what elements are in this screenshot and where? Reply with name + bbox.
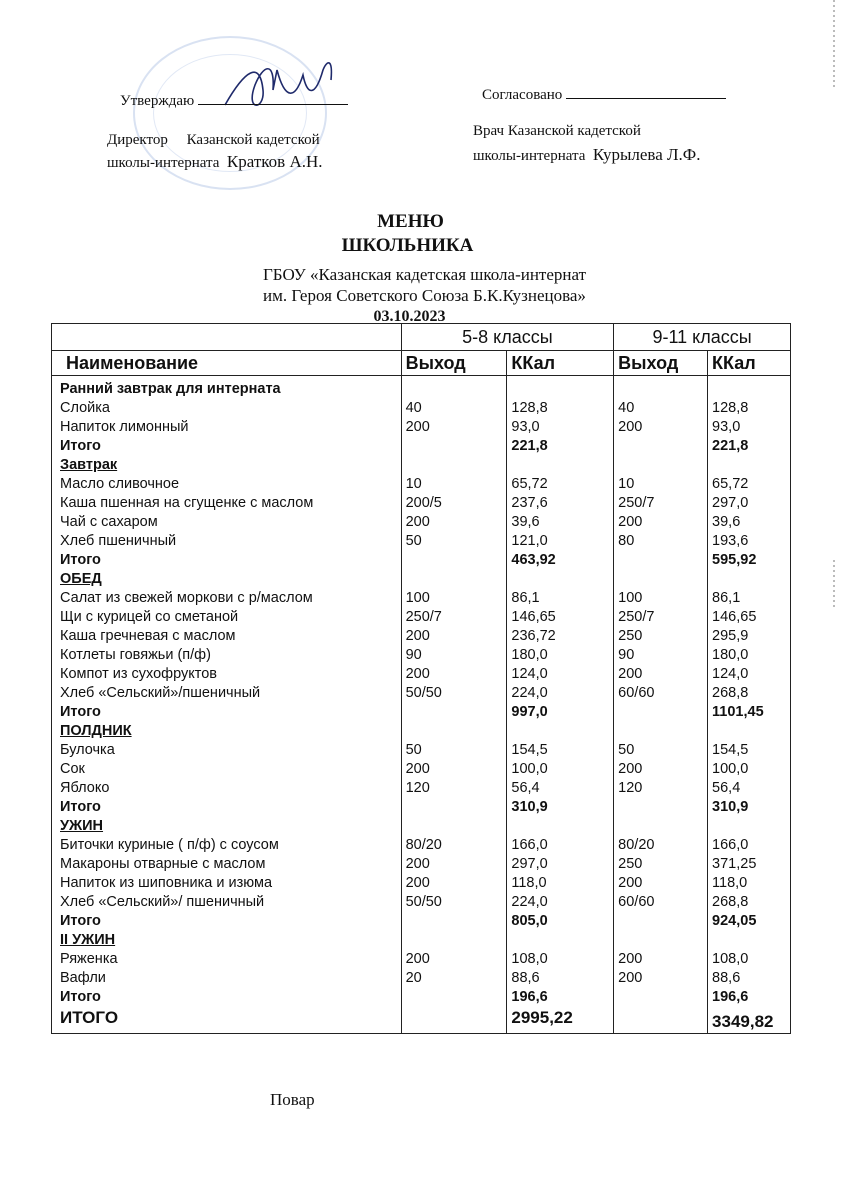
col-kcal-9-11: ККал [708, 351, 791, 376]
value-cell: 237,6 [511, 495, 548, 511]
value-cell: 120 [405, 780, 430, 796]
value-cell [406, 988, 507, 1007]
value-cell: 118,0 [511, 875, 547, 891]
dish-name: II УЖИН [60, 932, 116, 948]
value-cell [511, 380, 613, 399]
value-cell: 56,4 [712, 780, 741, 796]
value-cell: 86,1 [712, 590, 741, 606]
value-cell: 166,0 [511, 837, 548, 853]
value-cell: 200 [618, 514, 643, 530]
value-cell [406, 551, 507, 570]
value-cell [618, 703, 707, 722]
value-cell: 200 [405, 761, 430, 777]
value-cell: 250/7 [618, 495, 655, 511]
value-cell: 120 [618, 780, 643, 796]
dish-name: Ряженка [60, 951, 118, 967]
value-cell [511, 570, 613, 589]
value-cell: 124,0 [511, 666, 548, 682]
value-cell [712, 380, 790, 399]
dish-name: Каша гречневая с маслом [60, 628, 236, 644]
value-cell: 121,0 [511, 533, 548, 549]
value-cell [511, 456, 613, 475]
menu-date: 03.10.2023 [373, 308, 446, 325]
value-cell: 250/7 [618, 609, 655, 625]
value-cell [712, 722, 790, 741]
scan-artifact [833, 560, 835, 610]
dish-name: Биточки куриные ( п/ф) с соусом [60, 837, 279, 853]
value-cell: 166,0 [712, 837, 749, 853]
title-menu: МЕНЮ [377, 211, 444, 232]
value-cell [406, 437, 507, 456]
value-cell: 180,0 [712, 647, 749, 663]
agree-org-line2: школы-интерната [473, 148, 586, 164]
value-cell: 108,0 [712, 951, 749, 967]
value-cell [618, 551, 707, 570]
kcal-9-11-column [712, 380, 790, 1007]
value-cell: 297,0 [511, 856, 548, 872]
dish-name: Чай с сахаром [60, 514, 158, 530]
value-cell [406, 798, 507, 817]
approve-org-line [107, 152, 323, 173]
value-cell: 50/50 [405, 894, 442, 910]
table-group-header [52, 324, 791, 351]
value-cell [406, 456, 507, 475]
value-cell: 40 [618, 400, 635, 416]
value-cell: 108,0 [511, 951, 548, 967]
value-cell: 250 [618, 856, 643, 872]
menu-table [51, 323, 791, 1034]
dish-name: Напиток из шиповника и изюма [60, 875, 273, 891]
dish-name: Масло сливочное [60, 476, 180, 492]
value-cell: 60/60 [618, 685, 655, 701]
value-cell: 224,0 [511, 685, 548, 701]
value-cell [618, 931, 707, 950]
value-cell [618, 380, 707, 399]
col-kcal-5-8: ККал [507, 351, 614, 376]
value-cell [712, 817, 790, 836]
approve-name: Кратков А.Н. [226, 152, 323, 171]
value-cell [406, 570, 507, 589]
grand-total-5-8: 2995,22 [511, 1008, 573, 1027]
value-cell: 221,8 [712, 438, 749, 454]
value-cell: 118,0 [712, 875, 748, 891]
value-cell [618, 456, 707, 475]
cook-signature-label: Повар [270, 1090, 315, 1109]
title-student: ШКОЛЬНИКА [341, 235, 474, 256]
empty-header-cell [52, 324, 402, 351]
agree-label: Согласовано [482, 87, 563, 103]
value-cell: 997,0 [511, 704, 548, 720]
value-cell: 80/20 [618, 837, 655, 853]
value-cell: 100 [618, 590, 643, 606]
value-cell: 200 [618, 970, 643, 986]
value-cell: 200 [405, 856, 430, 872]
dish-name: Макароны отварные с маслом [60, 856, 266, 872]
value-cell: 924,05 [712, 913, 757, 929]
value-cell [618, 988, 707, 1007]
value-cell: 20 [405, 970, 422, 986]
value-cell: 65,72 [511, 476, 548, 492]
value-cell: 200 [405, 514, 430, 530]
value-cell: 200 [405, 419, 430, 435]
value-cell: 146,65 [511, 609, 556, 625]
grand-total-label: ИТОГО [60, 1008, 119, 1027]
dish-name: ПОЛДНИК [60, 723, 132, 739]
value-cell: 200 [618, 875, 643, 891]
dish-name: Напиток лимонный [60, 419, 189, 435]
value-cell: 86,1 [511, 590, 540, 606]
value-cell: 100,0 [511, 761, 548, 777]
value-cell: 200 [618, 666, 643, 682]
dish-name: Хлеб «Сельский»/ пшеничный [60, 894, 265, 910]
dish-name: Котлеты говяжьи (п/ф) [60, 647, 211, 663]
value-cell [511, 817, 613, 836]
approve-label-line [120, 92, 348, 111]
value-cell: 65,72 [712, 476, 749, 492]
value-cell [406, 722, 507, 741]
value-cell: 93,0 [712, 419, 741, 435]
value-cell: 196,6 [712, 989, 749, 1005]
dish-name: УЖИН [60, 818, 104, 834]
value-cell [511, 722, 613, 741]
org-name-line1: ГБОУ «Казанская кадетская школа-интернат [262, 265, 587, 284]
dish-names-column [60, 380, 401, 1007]
value-cell: 250/7 [405, 609, 442, 625]
value-cell: 805,0 [511, 913, 548, 929]
value-cell [406, 931, 507, 950]
value-cell [618, 912, 707, 931]
value-cell: 124,0 [712, 666, 749, 682]
value-cell: 200 [405, 951, 430, 967]
value-cell: 193,6 [712, 533, 749, 549]
value-cell: 200 [405, 666, 430, 682]
value-cell: 60/60 [618, 894, 655, 910]
value-cell: 93,0 [511, 419, 540, 435]
col-out-5-8: Выход [401, 351, 507, 376]
value-cell: 295,9 [712, 628, 749, 644]
dish-name: Итого [60, 799, 101, 815]
value-cell: 180,0 [511, 647, 548, 663]
table-column-header [52, 351, 791, 376]
col-name: Наименование [52, 351, 402, 376]
value-cell [618, 817, 707, 836]
value-cell: 50/50 [405, 685, 442, 701]
value-cell: 88,6 [712, 970, 741, 986]
value-cell: 463,92 [511, 552, 556, 568]
value-cell: 39,6 [712, 514, 741, 530]
value-cell: 10 [405, 476, 422, 492]
out-9-11-column [618, 380, 707, 1007]
dish-name: Салат из свежей моркови с р/маслом [60, 590, 313, 606]
col-out-9-11: Выход [614, 351, 708, 376]
value-cell [712, 931, 790, 950]
value-cell [712, 570, 790, 589]
value-cell: 200 [618, 951, 643, 967]
value-cell: 236,72 [511, 628, 556, 644]
dish-name: Хлеб пшеничный [60, 533, 177, 549]
dish-name: Компот из сухофруктов [60, 666, 218, 682]
dish-name: Итого [60, 913, 101, 929]
value-cell: 268,8 [712, 894, 749, 910]
value-cell: 80 [618, 533, 635, 549]
value-cell: 595,92 [712, 552, 757, 568]
approve-position: Директор [107, 132, 168, 148]
dish-name: Хлеб «Сельский»/пшеничный [60, 685, 261, 701]
value-cell: 128,8 [511, 400, 548, 416]
agree-name: Курылева Л.Ф. [592, 145, 701, 164]
value-cell: 200/5 [405, 495, 442, 511]
value-cell: 221,8 [511, 438, 548, 454]
value-cell: 268,8 [712, 685, 749, 701]
scan-artifact [833, 0, 835, 90]
dish-name: Вафли [60, 970, 106, 986]
agree-signature-line [566, 98, 726, 99]
dish-name: Щи с курицей со сметаной [60, 609, 239, 625]
value-cell [618, 722, 707, 741]
dish-name: Итого [60, 704, 101, 720]
dish-name: Итого [60, 552, 101, 568]
value-cell: 310,9 [511, 799, 548, 815]
approve-label: Утверждаю [120, 93, 195, 109]
value-cell: 88,6 [511, 970, 540, 986]
kcal-5-8-column [511, 380, 613, 1007]
value-cell [618, 570, 707, 589]
value-cell [406, 912, 507, 931]
approve-signature-line [198, 104, 348, 105]
value-cell: 250 [618, 628, 643, 644]
table-body-row [52, 376, 791, 1034]
value-cell: 100 [405, 590, 430, 606]
value-cell: 200 [618, 761, 643, 777]
dish-name: Итого [60, 438, 101, 454]
value-cell: 80/20 [405, 837, 442, 853]
approve-org-line1: Казанской кадетской [186, 132, 320, 148]
value-cell: 224,0 [511, 894, 548, 910]
value-cell: 10 [618, 476, 635, 492]
value-cell [712, 456, 790, 475]
value-cell: 310,9 [712, 799, 749, 815]
value-cell: 200 [405, 875, 430, 891]
value-cell [406, 817, 507, 836]
group-9-11: 9-11 классы [614, 324, 791, 351]
value-cell: 40 [405, 400, 422, 416]
value-cell: 200 [618, 419, 643, 435]
dish-name: Яблоко [60, 780, 110, 796]
dish-name: Сок [60, 761, 85, 777]
value-cell: 154,5 [511, 742, 548, 758]
org-name-line2: им. Героя Советского Союза Б.К.Кузнецова» [263, 286, 586, 305]
value-cell: 50 [405, 533, 422, 549]
value-cell: 1101,45 [712, 704, 764, 720]
value-cell: 50 [618, 742, 635, 758]
value-cell: 146,65 [712, 609, 757, 625]
value-cell: 50 [405, 742, 422, 758]
dish-name: ОБЕД [60, 571, 102, 587]
dish-name: Завтрак [60, 457, 118, 473]
agree-label-line [482, 86, 726, 105]
value-cell: 56,4 [511, 780, 540, 796]
value-cell: 371,25 [712, 856, 757, 872]
agree-org-line [473, 145, 700, 166]
value-cell: 128,8 [712, 400, 749, 416]
value-cell: 200 [405, 628, 430, 644]
dish-name: Булочка [60, 742, 115, 758]
group-5-8: 5-8 классы [401, 324, 614, 351]
approve-position-line [107, 131, 320, 150]
value-cell: 90 [618, 647, 635, 663]
dish-name: Итого [60, 989, 101, 1005]
value-cell [618, 437, 707, 456]
dish-name: Ранний завтрак для интерната [60, 381, 281, 397]
dish-name: Слойка [60, 400, 110, 416]
value-cell [406, 380, 507, 399]
value-cell [406, 703, 507, 722]
value-cell: 297,0 [712, 495, 749, 511]
out-5-8-column [406, 380, 507, 1007]
value-cell [618, 798, 707, 817]
value-cell: 154,5 [712, 742, 749, 758]
value-cell [511, 931, 613, 950]
value-cell: 90 [405, 647, 422, 663]
value-cell: 100,0 [712, 761, 749, 777]
value-cell: 39,6 [511, 514, 540, 530]
approve-org-line2: школы-интерната [107, 155, 220, 171]
value-cell: 196,6 [511, 989, 548, 1005]
agree-position: Врач Казанской кадетской [473, 123, 641, 139]
grand-total-9-11: 3349,82 [712, 1012, 774, 1031]
dish-name: Каша пшенная на сгущенке с маслом [60, 495, 314, 511]
